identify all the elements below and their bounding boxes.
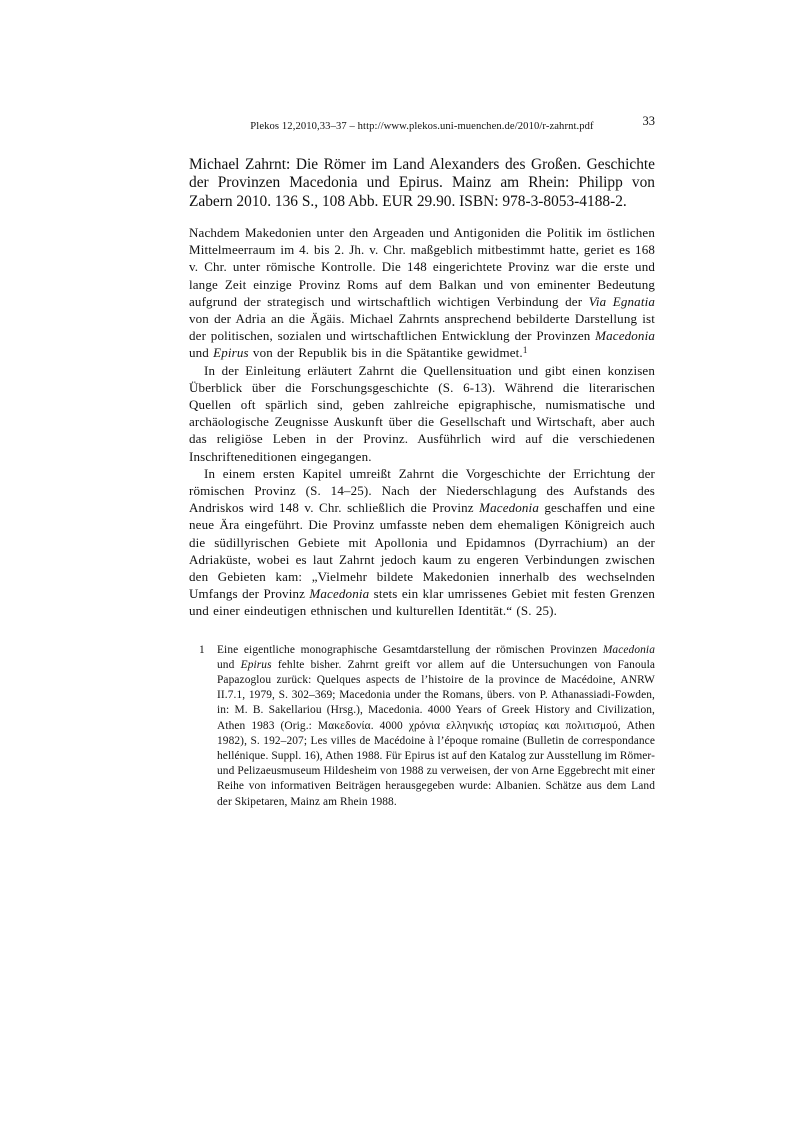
page-number: 33 [642,114,655,128]
text-column [189,116,655,810]
italic-text-run: Macedonia [595,328,655,344]
text-run: fehlte bisher. Zahrnt greift vor allem auf die Untersuchungen von Fanoula Papazoglou zurück: Quelques aspects de l’histoire de la province de Macédoine, ANRW II.7.1, 1979, S. 302–369; Macedonia under the Romans, übers. von P. Athanassiadi-Fowden, in: M. B. Sakellariou (Hrsg.), Macedonia. 4000 Years of Greek History and Civilization, Athen 1983 (Orig.: Μακεδονία. 4000 χρόνια ελληνικής ιστορίας και πολιτισμού, Athen 1982), S. 192–207; Les villes de Macédoine à l’époque romaine (Bulletin de correspondance hellénique. Suppl. 16), Athen 1988. Für Epirus ist auf den Katalog zur Ausstellung im Römer- und Pelizaeusmuseum Hildesheim von 1988 zu verweisen, der von Arne Eggebrecht mit einer Reihe von informativen Beiträgen herausgegeben wurde: Albanien. Schätze aus dem Land der Skipetaren, Mainz am Rhein 1988. [217,658,655,808]
text-run: und [217,658,241,671]
italic-text-run: Epirus [213,345,249,361]
footnotes-section [189,643,655,810]
italic-text-run: Via Egnatia [588,293,655,309]
review-body [189,224,655,620]
italic-text-run: Macedonia [479,500,539,516]
paragraph [189,465,655,620]
footnote-number: 1 [199,643,205,656]
text-run: In der Einleitung erläutert Zahrnt die Quellensituation und gibt einen konzisen Überblick über die Forschungsgeschichte (S. 6-13). Während die literarischen Quellen oft spärlich sind, geben zahlreiche epigraphische, numismatische und archäologische Zeugnisse Auskunft über die Gesellschaft und Wirtschaft, aber auch das religiöse Leben in der Provinz. Ausführlich wird auf die verschiedenen Inschrifteneditionen eingegangen. [189,362,655,464]
paragraph [189,224,655,362]
text-run: und [189,345,214,361]
page-header [189,116,655,130]
italic-text-run: Macedonia [309,586,370,602]
italic-text-run: Macedonia [602,643,655,656]
text-run: stets ein klar umrissenes Gebiet mit festen Grenzen und einer eindeutigen ethnischen und kulturellen Identität.“ (S. 25). [189,586,655,619]
italic-text-run: Epirus [240,658,272,671]
review-title: Michael Zahrnt: Die Römer im Land Alexanders des Großen. Geschichte der Provinzen Macedonia und Epirus. Mainz am Rhein: Philipp von Zabern 2010. 136 S., 108 Abb. EUR 29.90. ISBN: 978-3-8053-4188-2. [189,156,655,210]
footnote-marker: 1 [522,345,528,356]
text-run: von der Republik bis in die Spätantike gewidmet. [248,345,523,361]
text-run: von der Adria an die Ägäis. Michael Zahrnts ansprechend bebilderte Darstellung ist der politischen, sozialen und wirtschaftlichen Entwicklung der Provinzen [189,310,655,344]
text-run: In einem ersten Kapitel umreißt Zahrnt die Vorgeschichte der Errichtung der römischen Provinz (S. 14–25). Nach der Niederschlagung des Aufstands des Andriskos wird 148 v. Chr. schließlich die Provinz [189,465,655,516]
footnote [189,643,655,810]
text-run: Nachdem Makedonien unter den Argeaden und Antigoniden die Politik im östlichen Mittelmeerraum im 4. bis 2. Jh. v. Chr. maßgeblich mitbestimmt hatte, geriet es 168 v. Chr. unter römische Kontrolle. Die 148 eingerichtete Provinz war die erste und lange Zeit einzige Provinz Roms auf dem Balkan und von eminenter Bedeutung aufgrund der strategisch und wirtschaftlich wichtigen Verbindung der [189,224,655,309]
paragraph [189,362,655,465]
text-run: Eine eigentliche monographische Gesamtdarstellung der römischen Provinzen [217,643,603,656]
running-head: Plekos 12,2010,33–37 – http://www.plekos.uni-muenchen.de/2010/r-zahrnt.pdf [250,121,594,132]
text-run: geschaffen und eine neue Ära eingeführt. Die Provinz umfasste neben dem ehemaligen Königreich auch die südillyrischen Gebiete mit Apollonia und Epidamnos (Dyrrachium) an der Adriaküste, wobei es laut Zahrnt jedoch kaum zu engeren Verbindungen zwischen den Gebieten kam: „Vielmehr bildete Makedonien innerhalb des wechselnden Umfangs der Provinz [189,500,655,602]
footnote-text [217,644,655,808]
